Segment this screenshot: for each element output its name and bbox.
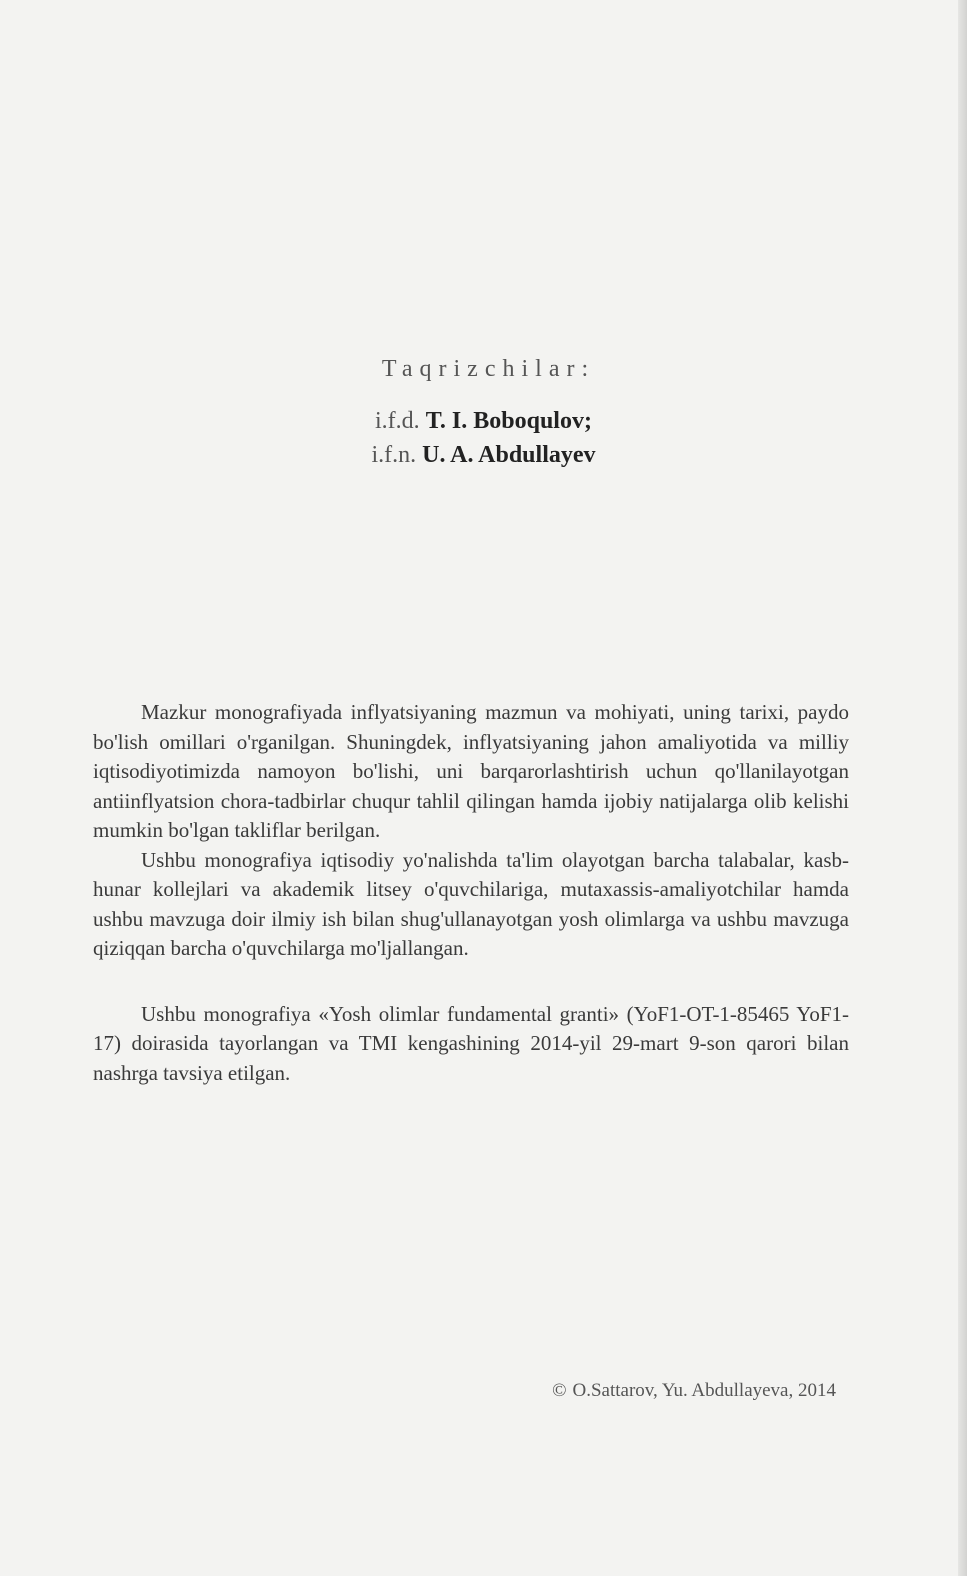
page-edge-shadow: [958, 0, 967, 1576]
copyright-line: [552, 1378, 836, 1404]
reviewer-1: [0, 404, 967, 438]
copyright-text: O.Sattarov, Yu. Abdullayeva, 2014: [572, 1380, 836, 1401]
reviewer-2: [0, 438, 967, 472]
reviewer-1-name: T. I. Boboqulov;: [425, 408, 592, 434]
reviewers-block: [0, 352, 967, 472]
copyright-symbol: ©: [552, 1380, 567, 1401]
reviewer-1-degree: i.f.d.: [375, 408, 420, 434]
abstract-paragraph-1: Mazkur monografiyada inflyatsiyaning mazmun va mohiyati, uning tarixi, paydo bo'lish omillari o'rganilgan. Shuningdek, inflyatsiyaning jahon amaliyotida va milliy iqtisodiyotimizda namoyon bo'lishi, uni barqarorlashtirish uchun qo'llanilayotgan antiinflyatsion chora-tadbirlar chuqur tahlil qilingan hamda ijobiy natijalarga olib kelishi mumkin bo'lgan takliflar berilgan.: [93, 700, 849, 842]
grant-note: Ushbu monografiya «Yosh olimlar fundamental granti» (YoF1-OT-1-85465 YoF1-17) doirasida tayorlangan va TMI kengashining 2014-yil 29-mart 9-son qarori bilan nashrga tavsiya etilgan.: [93, 1001, 849, 1085]
reviewer-2-degree: i.f.n.: [371, 442, 417, 468]
abstract-paragraph-2: Ushbu monografiya iqtisodiy yo'nalishda ta'lim olayotgan barcha talabalar, kasb-hunar kollejlari va akademik litsey o'quvchilariga, mutaxassis-amaliyotchilar hamda ushbu mavzuga doir ilmiy ish bilan shug'ullanayotgan yosh olimlarga va ushbu mavzuga qiziqqan barcha o'quvchilarga mo'ljallangan.: [93, 847, 849, 960]
reviewers-heading: Taqrizchilar:: [381, 356, 596, 382]
abstract-block: [93, 698, 849, 1088]
reviewer-2-name: U. A. Abdullayev: [422, 442, 596, 468]
